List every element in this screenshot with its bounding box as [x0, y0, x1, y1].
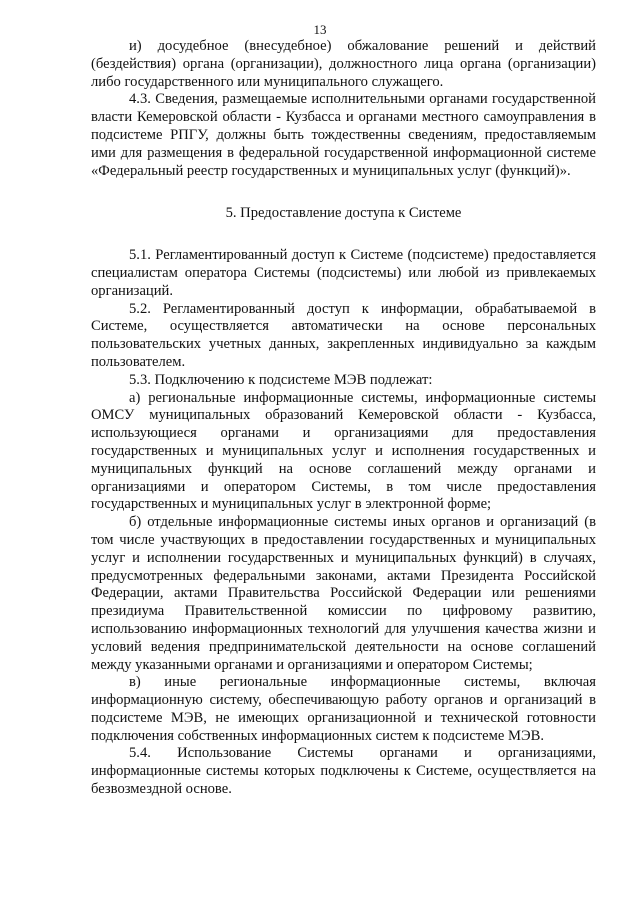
paragraph-4-3: 4.3. Сведения, размещаемые исполнительными органами государственной власти Кемеровской области - Кузбасса и органами местного самоуправления в подсистеме РПГУ, должны быть тождественны сведениям, предоставляемым ими для размещения в федеральной государственной информационной системе «Федеральный реестр государственных и муниципальных услуг (функций)». [91, 91, 596, 179]
document-body [91, 38, 596, 799]
spacer [91, 180, 596, 205]
paragraph-5-2: 5.2. Регламентированный доступ к информации, обрабатываемой в Системе, осуществляется автоматически на основе персональных пользовательских учетных данных, закрепленных индивидуально за каждым пользователем. [91, 300, 596, 370]
page-number: 13 [313, 22, 327, 37]
paragraph-item-i: и) досудебное (внесудебное) обжалование решений и действий (бездействия) органа (организации), должностного лица органа (организации) либо государственного или муниципального служащего. [91, 38, 596, 90]
paragraph-item-a: а) региональные информационные системы, информационные системы ОМСУ муниципальных образований Кемеровской области - Кузбасса, использующиеся органами и организациями для предоставления государственных и муниципальных услуг и исполнения государственных и муниципальных функций на основе соглашений между органами и организациями и оператором Системы, в том числе предоставления государственных и муниципальных услуг в электронной форме; [91, 389, 596, 513]
spacer [91, 223, 596, 247]
paragraph-item-b: б) отдельные информационные системы иных органов и организаций (в том числе участвующих в предоставлении государственных и муниципальных услуг и исполнении государственных и муниципальных функций) в случаях, предусмотренных федеральными законами, актами Президента Российской Федерации, актами Правительства Российской Федерации или решениями президиума Правительственной комиссии по цифровому развитию, использованию информационных технологий для улучшения качества жизни и условий ведения предпринимательской деятельности на основе соглашений между указанными органами и организациями и оператором Системы; [91, 514, 596, 673]
section-heading: 5. Предоставление доступа к Системе [225, 205, 462, 222]
paragraph-5-3: 5.3. Подключению к подсистеме МЭВ подлежат: [129, 371, 433, 388]
paragraph-5-1: 5.1. Регламентированный доступ к Системе (подсистеме) предоставляется специалистам оператора Системы (подсистемы) или любой из привлекаемых организаций. [91, 247, 596, 299]
paragraph-5-4: 5.4. Использование Системы органами и организациями, информационные системы которых подключены к Системе, осуществляется на безвозмездной основе. [91, 745, 596, 798]
paragraph-item-v: в) иные региональные информационные системы, включая информационную систему, обеспечивающую работу органов и организаций в подсистеме МЭВ, не имеющих организационной и технической готовности подключения собственных информационных систем к подсистеме МЭВ. [91, 674, 596, 744]
